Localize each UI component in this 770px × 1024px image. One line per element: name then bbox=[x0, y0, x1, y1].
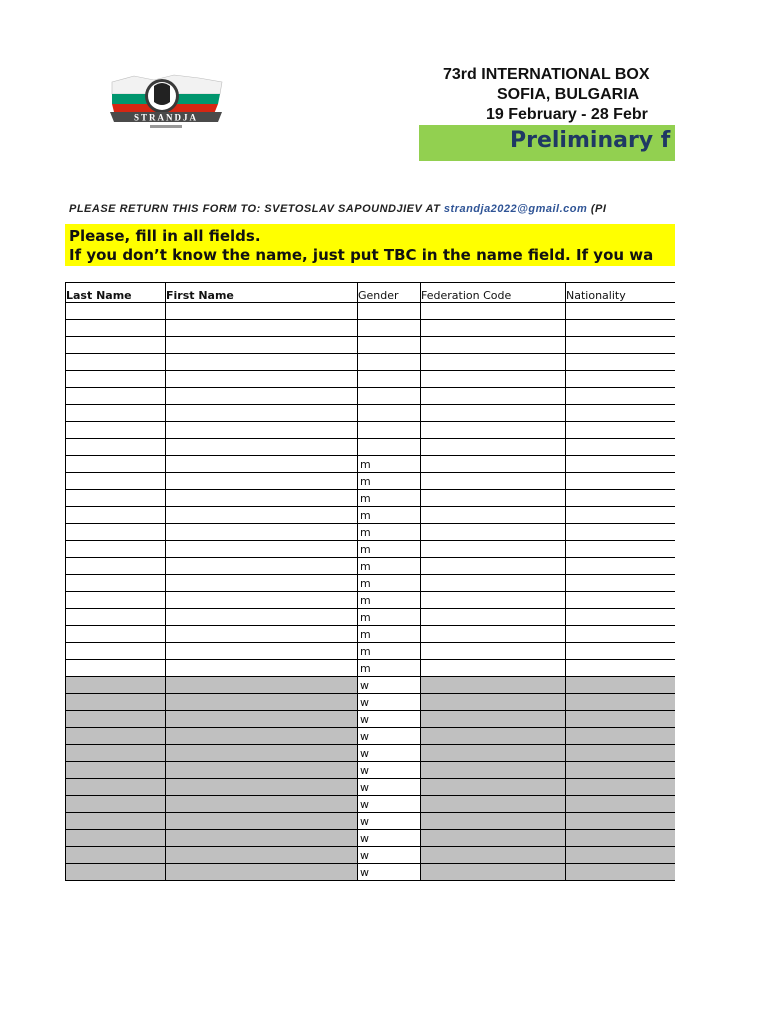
first-name-cell[interactable] bbox=[166, 694, 358, 711]
strandja-logo bbox=[104, 72, 228, 134]
first-name-cell[interactable] bbox=[166, 762, 358, 779]
entry-table bbox=[65, 282, 676, 881]
table-row bbox=[66, 388, 676, 405]
gender-cell[interactable]: w bbox=[358, 762, 421, 779]
gender-cell[interactable]: m bbox=[358, 592, 421, 609]
last-name-cell[interactable] bbox=[66, 337, 166, 354]
gender-cell[interactable]: w bbox=[358, 677, 421, 694]
gender-cell[interactable] bbox=[358, 422, 421, 439]
first-name-cell[interactable] bbox=[166, 558, 358, 575]
nationality-cell[interactable] bbox=[566, 524, 676, 541]
gender-cell[interactable]: m bbox=[358, 524, 421, 541]
federation-code-cell[interactable] bbox=[421, 405, 566, 422]
last-name-cell[interactable] bbox=[66, 813, 166, 830]
gender-cell[interactable] bbox=[358, 320, 421, 337]
federation-code-cell[interactable] bbox=[421, 847, 566, 864]
gender-cell[interactable]: w bbox=[358, 711, 421, 728]
first-name-cell[interactable] bbox=[166, 745, 358, 762]
gender-cell[interactable]: m bbox=[358, 643, 421, 660]
nationality-cell[interactable] bbox=[566, 575, 676, 592]
first-name-cell[interactable] bbox=[166, 830, 358, 847]
first-name-cell[interactable] bbox=[166, 677, 358, 694]
gender-cell[interactable]: m bbox=[358, 575, 421, 592]
federation-code-cell[interactable] bbox=[421, 473, 566, 490]
nationality-cell[interactable] bbox=[566, 303, 676, 320]
first-name-cell[interactable] bbox=[166, 439, 358, 456]
last-name-cell[interactable] bbox=[66, 558, 166, 575]
federation-code-cell[interactable] bbox=[421, 592, 566, 609]
header-last-name: Last Name bbox=[66, 283, 166, 303]
last-name-cell[interactable] bbox=[66, 507, 166, 524]
instructions-box bbox=[65, 224, 675, 266]
table-row bbox=[66, 762, 676, 779]
last-name-cell[interactable] bbox=[66, 473, 166, 490]
nationality-cell[interactable] bbox=[566, 320, 676, 337]
instruction-line-1: Please, fill in all fields. bbox=[69, 227, 261, 245]
table-row bbox=[66, 643, 676, 660]
first-name-cell[interactable] bbox=[166, 643, 358, 660]
last-name-cell[interactable] bbox=[66, 643, 166, 660]
federation-code-cell[interactable] bbox=[421, 830, 566, 847]
first-name-cell[interactable] bbox=[166, 541, 358, 558]
first-name-cell[interactable] bbox=[166, 422, 358, 439]
federation-code-cell[interactable] bbox=[421, 371, 566, 388]
last-name-cell[interactable] bbox=[66, 303, 166, 320]
header-federation-code: Federation Code bbox=[421, 283, 566, 303]
nationality-cell[interactable] bbox=[566, 660, 676, 677]
nationality-cell[interactable] bbox=[566, 439, 676, 456]
table-row bbox=[66, 490, 676, 507]
nationality-cell[interactable] bbox=[566, 847, 676, 864]
last-name-cell[interactable] bbox=[66, 660, 166, 677]
gender-cell[interactable]: w bbox=[358, 745, 421, 762]
last-name-cell[interactable] bbox=[66, 864, 166, 881]
first-name-cell[interactable] bbox=[166, 524, 358, 541]
table-row bbox=[66, 592, 676, 609]
first-name-cell[interactable] bbox=[166, 405, 358, 422]
event-title: 73rd INTERNATIONAL BOX bbox=[443, 66, 650, 83]
last-name-cell[interactable] bbox=[66, 677, 166, 694]
form-title: Preliminary f bbox=[510, 128, 671, 153]
nationality-cell[interactable] bbox=[566, 813, 676, 830]
first-name-cell[interactable] bbox=[166, 473, 358, 490]
federation-code-cell[interactable] bbox=[421, 660, 566, 677]
federation-code-cell[interactable] bbox=[421, 320, 566, 337]
nationality-cell[interactable] bbox=[566, 711, 676, 728]
gender-cell[interactable] bbox=[358, 405, 421, 422]
nationality-cell[interactable] bbox=[566, 626, 676, 643]
table-row bbox=[66, 558, 676, 575]
table-row bbox=[66, 337, 676, 354]
nationality-cell[interactable] bbox=[566, 592, 676, 609]
header-gender: Gender bbox=[358, 283, 421, 303]
nationality-cell[interactable] bbox=[566, 728, 676, 745]
last-name-cell[interactable] bbox=[66, 711, 166, 728]
table-row bbox=[66, 439, 676, 456]
federation-code-cell[interactable] bbox=[421, 507, 566, 524]
federation-code-cell[interactable] bbox=[421, 762, 566, 779]
table-row bbox=[66, 524, 676, 541]
page-clip bbox=[675, 0, 770, 1024]
federation-code-cell[interactable] bbox=[421, 864, 566, 881]
last-name-cell[interactable] bbox=[66, 371, 166, 388]
gender-cell[interactable]: m bbox=[358, 507, 421, 524]
federation-code-cell[interactable] bbox=[421, 643, 566, 660]
first-name-cell[interactable] bbox=[166, 303, 358, 320]
federation-code-cell[interactable] bbox=[421, 626, 566, 643]
gender-cell[interactable]: m bbox=[358, 626, 421, 643]
federation-code-cell[interactable] bbox=[421, 745, 566, 762]
last-name-cell[interactable] bbox=[66, 575, 166, 592]
last-name-cell[interactable] bbox=[66, 592, 166, 609]
last-name-cell[interactable] bbox=[66, 439, 166, 456]
first-name-cell[interactable] bbox=[166, 354, 358, 371]
gender-cell[interactable] bbox=[358, 354, 421, 371]
nationality-cell[interactable] bbox=[566, 830, 676, 847]
federation-code-cell[interactable] bbox=[421, 303, 566, 320]
federation-code-cell[interactable] bbox=[421, 558, 566, 575]
nationality-cell[interactable] bbox=[566, 405, 676, 422]
gender-cell[interactable]: w bbox=[358, 728, 421, 745]
table-row bbox=[66, 745, 676, 762]
nationality-cell[interactable] bbox=[566, 558, 676, 575]
table-row bbox=[66, 371, 676, 388]
nationality-cell[interactable] bbox=[566, 354, 676, 371]
gender-cell[interactable]: m bbox=[358, 456, 421, 473]
last-name-cell[interactable] bbox=[66, 422, 166, 439]
last-name-cell[interactable] bbox=[66, 609, 166, 626]
table-row bbox=[66, 473, 676, 490]
nationality-cell[interactable] bbox=[566, 371, 676, 388]
nationality-cell[interactable] bbox=[566, 388, 676, 405]
gender-cell[interactable]: w bbox=[358, 830, 421, 847]
table-row bbox=[66, 354, 676, 371]
first-name-cell[interactable] bbox=[166, 337, 358, 354]
gender-cell[interactable]: w bbox=[358, 779, 421, 796]
nationality-cell[interactable] bbox=[566, 507, 676, 524]
last-name-cell[interactable] bbox=[66, 762, 166, 779]
contact-email[interactable]: strandja2022@gmail.com bbox=[443, 203, 588, 215]
nationality-cell[interactable] bbox=[566, 422, 676, 439]
nationality-cell[interactable] bbox=[566, 745, 676, 762]
table-row bbox=[66, 711, 676, 728]
last-name-cell[interactable] bbox=[66, 456, 166, 473]
table-row bbox=[66, 541, 676, 558]
last-name-cell[interactable] bbox=[66, 745, 166, 762]
table-row bbox=[66, 609, 676, 626]
federation-code-cell[interactable] bbox=[421, 575, 566, 592]
table-row bbox=[66, 320, 676, 337]
nationality-cell[interactable] bbox=[566, 864, 676, 881]
table-row bbox=[66, 626, 676, 643]
federation-code-cell[interactable] bbox=[421, 711, 566, 728]
first-name-cell[interactable] bbox=[166, 456, 358, 473]
last-name-cell[interactable] bbox=[66, 830, 166, 847]
federation-code-cell[interactable] bbox=[421, 456, 566, 473]
table-row bbox=[66, 779, 676, 796]
table-header-row bbox=[66, 283, 676, 303]
first-name-cell[interactable] bbox=[166, 371, 358, 388]
nationality-cell[interactable] bbox=[566, 490, 676, 507]
table-row bbox=[66, 422, 676, 439]
first-name-cell[interactable] bbox=[166, 626, 358, 643]
return-notice-suffix: (PI bbox=[590, 203, 607, 215]
first-name-cell[interactable] bbox=[166, 609, 358, 626]
federation-code-cell[interactable] bbox=[421, 337, 566, 354]
gender-cell[interactable] bbox=[358, 303, 421, 320]
instruction-line-2: If you don’t know the name, just put TBC in the name field. If you wa bbox=[69, 246, 654, 264]
first-name-cell[interactable] bbox=[166, 779, 358, 796]
federation-code-cell[interactable] bbox=[421, 796, 566, 813]
federation-code-cell[interactable] bbox=[421, 354, 566, 371]
nationality-cell[interactable] bbox=[566, 779, 676, 796]
gender-cell[interactable]: m bbox=[358, 490, 421, 507]
nationality-cell[interactable] bbox=[566, 337, 676, 354]
table-row bbox=[66, 847, 676, 864]
gender-cell[interactable] bbox=[358, 337, 421, 354]
table-row bbox=[66, 728, 676, 745]
table-row bbox=[66, 694, 676, 711]
last-name-cell[interactable] bbox=[66, 779, 166, 796]
gender-cell[interactable]: w bbox=[358, 864, 421, 881]
header-nationality: Nationality bbox=[566, 283, 676, 303]
nationality-cell[interactable] bbox=[566, 541, 676, 558]
gender-cell[interactable]: m bbox=[358, 609, 421, 626]
first-name-cell[interactable] bbox=[166, 490, 358, 507]
federation-code-cell[interactable] bbox=[421, 524, 566, 541]
first-name-cell[interactable] bbox=[166, 660, 358, 677]
last-name-cell[interactable] bbox=[66, 320, 166, 337]
federation-code-cell[interactable] bbox=[421, 609, 566, 626]
table-row bbox=[66, 507, 676, 524]
federation-code-cell[interactable] bbox=[421, 541, 566, 558]
federation-code-cell[interactable] bbox=[421, 677, 566, 694]
gender-cell[interactable]: m bbox=[358, 473, 421, 490]
nationality-cell[interactable] bbox=[566, 694, 676, 711]
first-name-cell[interactable] bbox=[166, 388, 358, 405]
return-notice bbox=[69, 203, 675, 215]
table-row bbox=[66, 660, 676, 677]
gender-cell[interactable]: w bbox=[358, 796, 421, 813]
first-name-cell[interactable] bbox=[166, 728, 358, 745]
last-name-cell[interactable] bbox=[66, 524, 166, 541]
table-row bbox=[66, 456, 676, 473]
federation-code-cell[interactable] bbox=[421, 813, 566, 830]
last-name-cell[interactable] bbox=[66, 388, 166, 405]
first-name-cell[interactable] bbox=[166, 507, 358, 524]
first-name-cell[interactable] bbox=[166, 575, 358, 592]
nationality-cell[interactable] bbox=[566, 473, 676, 490]
last-name-cell[interactable] bbox=[66, 405, 166, 422]
table-row bbox=[66, 796, 676, 813]
gender-cell[interactable] bbox=[358, 388, 421, 405]
federation-code-cell[interactable] bbox=[421, 490, 566, 507]
last-name-cell[interactable] bbox=[66, 541, 166, 558]
nationality-cell[interactable] bbox=[566, 796, 676, 813]
form-title-bar bbox=[419, 125, 675, 161]
table-row bbox=[66, 813, 676, 830]
gender-cell[interactable]: w bbox=[358, 813, 421, 830]
federation-code-cell[interactable] bbox=[421, 694, 566, 711]
table-row bbox=[66, 405, 676, 422]
nationality-cell[interactable] bbox=[566, 456, 676, 473]
last-name-cell[interactable] bbox=[66, 694, 166, 711]
first-name-cell[interactable] bbox=[166, 796, 358, 813]
first-name-cell[interactable] bbox=[166, 592, 358, 609]
return-notice-text: PLEASE RETURN THIS FORM TO: SVETOSLAV SAPOUNDJIEV AT bbox=[69, 203, 441, 215]
federation-code-cell[interactable] bbox=[421, 439, 566, 456]
event-dates: 19 February - 28 Febr bbox=[486, 106, 648, 123]
federation-code-cell[interactable] bbox=[421, 388, 566, 405]
last-name-cell[interactable] bbox=[66, 796, 166, 813]
table-row bbox=[66, 830, 676, 847]
nationality-cell[interactable] bbox=[566, 643, 676, 660]
last-name-cell[interactable] bbox=[66, 354, 166, 371]
table-row bbox=[66, 864, 676, 881]
header-first-name: First Name bbox=[166, 283, 358, 303]
gender-cell[interactable] bbox=[358, 371, 421, 388]
last-name-cell[interactable] bbox=[66, 626, 166, 643]
nationality-cell[interactable] bbox=[566, 609, 676, 626]
first-name-cell[interactable] bbox=[166, 847, 358, 864]
logo-text: STRANDJA bbox=[133, 112, 199, 123]
gender-cell[interactable] bbox=[358, 439, 421, 456]
gender-cell[interactable]: m bbox=[358, 558, 421, 575]
federation-code-cell[interactable] bbox=[421, 779, 566, 796]
gender-cell[interactable]: w bbox=[358, 694, 421, 711]
first-name-cell[interactable] bbox=[166, 711, 358, 728]
event-location: SOFIA, BULGARIA bbox=[497, 86, 640, 103]
nationality-cell[interactable] bbox=[566, 677, 676, 694]
first-name-cell[interactable] bbox=[166, 813, 358, 830]
gender-cell[interactable]: w bbox=[358, 847, 421, 864]
last-name-cell[interactable] bbox=[66, 847, 166, 864]
gender-cell[interactable]: m bbox=[358, 541, 421, 558]
last-name-cell[interactable] bbox=[66, 728, 166, 745]
table-row bbox=[66, 575, 676, 592]
federation-code-cell[interactable] bbox=[421, 728, 566, 745]
first-name-cell[interactable] bbox=[166, 320, 358, 337]
table-row bbox=[66, 303, 676, 320]
nationality-cell[interactable] bbox=[566, 762, 676, 779]
gender-cell[interactable]: m bbox=[358, 660, 421, 677]
first-name-cell[interactable] bbox=[166, 864, 358, 881]
table-row bbox=[66, 677, 676, 694]
federation-code-cell[interactable] bbox=[421, 422, 566, 439]
last-name-cell[interactable] bbox=[66, 490, 166, 507]
